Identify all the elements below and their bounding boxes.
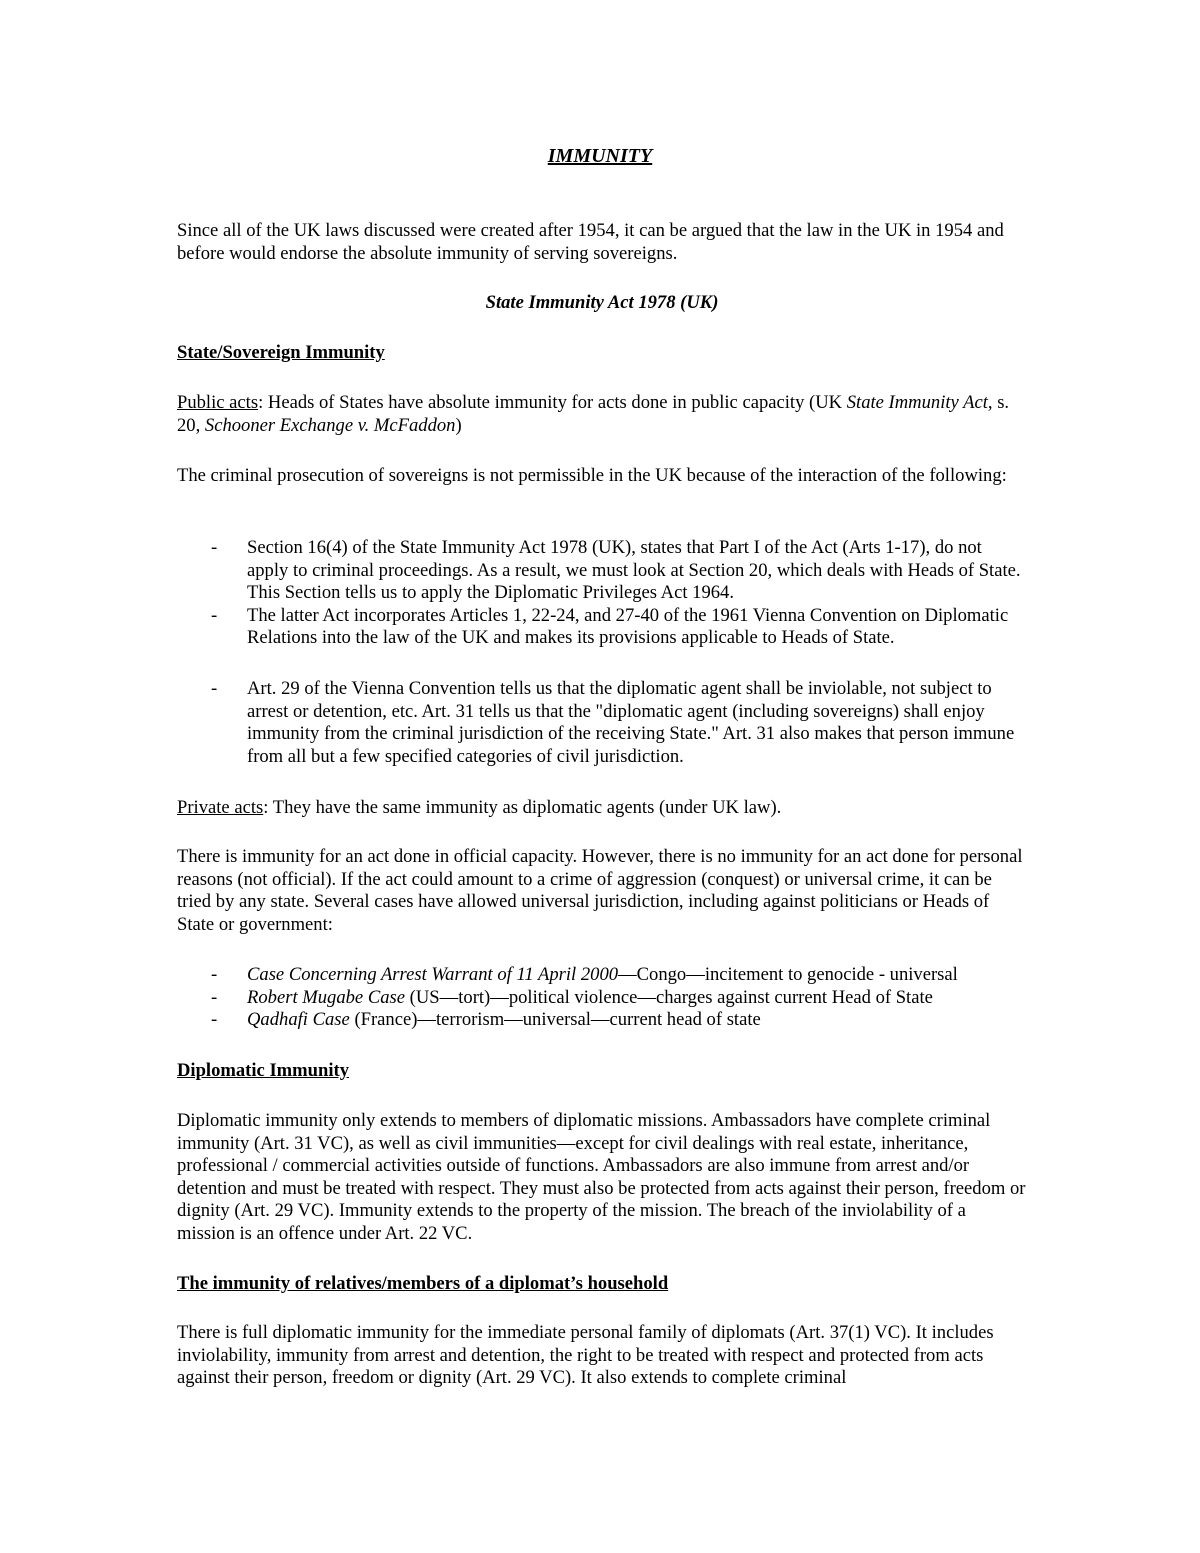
dash-bullet: -	[211, 678, 218, 699]
dash-bullet: -	[211, 537, 218, 558]
intro-paragraph	[177, 220, 1027, 265]
case-name: Qadhafi Case	[247, 1009, 350, 1031]
case-detail: —Congo—incitement to genocide - universal	[618, 964, 958, 985]
public-acts-body-1: : Heads of States have absolute immunity for acts done in public capacity (UK	[258, 392, 847, 413]
relatives-text: There is full diplomatic immunity for the immediate personal family of diplomats (Art. 37(1) VC). It includes inviolability, immunity from arrest and detention, the right to be treated with respect and protected from acts against their person, freedom or dignity (Art. 29 VC). It also extends to complete criminal	[177, 1322, 994, 1389]
dash-bullet: -	[211, 986, 218, 1008]
state-immunity-heading-block	[177, 342, 1027, 365]
list-item	[177, 1009, 1027, 1032]
citation-state-immunity-act: State Immunity Act	[846, 392, 988, 413]
document-title: IMMUNITY	[547, 145, 653, 167]
diplomatic-heading-block	[177, 1060, 1027, 1083]
case-name: Case Concerning Arrest Warrant of 11 April 2000	[247, 964, 619, 985]
section-heading-relatives: The immunity of relatives/members of a diplomat’s household	[177, 1273, 669, 1294]
list-item	[177, 678, 1027, 768]
private-acts-text	[177, 797, 1027, 820]
relatives-heading-block	[177, 1273, 1027, 1296]
official-capacity-text: There is immunity for an act done in official capacity. However, there is no immunity for an act done for personal reasons (not official). If the act could amount to a crime of aggression (conquest) or universal crime, it can be tried by any state. Several cases have allowed universal jurisdiction, including against politicians or Heads of State or government:	[177, 846, 1023, 935]
statute-bullets-1	[177, 537, 1027, 650]
list-item	[177, 987, 1027, 1010]
list-item-text: The latter Act incorporates Articles 1, 22-24, and 27-40 of the 1961 Vienna Convention on Diplomatic Relations into the law of the UK and makes its provisions applicable to Heads of State.	[247, 604, 1009, 649]
official-capacity-paragraph	[177, 846, 1027, 936]
criminal-prosecution-paragraph	[177, 465, 1027, 488]
diplomatic-paragraph	[177, 1110, 1027, 1246]
private-acts-body: : They have the same immunity as diplomatic agents (under UK law).	[263, 797, 782, 818]
case-name: Robert Mugabe Case	[247, 986, 406, 1008]
dash-list	[177, 678, 1027, 768]
dash-bullet: -	[211, 1009, 218, 1031]
private-acts-label: Private acts	[177, 797, 264, 818]
public-acts-body-3: )	[455, 414, 462, 436]
section-heading-state: State/Sovereign Immunity	[177, 342, 385, 363]
public-acts-body-2: , s. 20,	[177, 392, 1010, 436]
section-heading-diplomatic: Diplomatic Immunity	[177, 1060, 349, 1081]
public-acts-label: Public acts	[177, 392, 259, 413]
dash-bullet: -	[211, 964, 218, 985]
case-detail: (France)—terrorism—universal—current head of state	[349, 1009, 761, 1031]
citation-schooner-exchange: Schooner Exchange v. McFaddon	[204, 414, 456, 436]
relatives-paragraph	[177, 1322, 1027, 1390]
dash-list	[177, 537, 1027, 650]
private-acts-paragraph	[177, 797, 1027, 820]
list-item-text: Art. 29 of the Vienna Convention tells us that the diplomatic agent shall be inviolable, not subject to arrest or detention, etc. Art. 31 tells us that the "diplomatic agent (including sovereigns) shall enjoy immunity from the criminal jurisdiction of the receiving State." Art. 31 also makes that person immune from all but a few specified categories of civil jurisdiction.	[247, 678, 1015, 767]
dash-bullet: -	[211, 604, 218, 626]
criminal-prosecution-text: The criminal prosecution of sovereigns is not permissible in the UK because of the interaction of the following:	[177, 465, 1007, 486]
list-item	[177, 605, 1027, 650]
cases-list-block	[177, 964, 1027, 1032]
list-item-text: Section 16(4) of the State Immunity Act 1978 (UK), states that Part I of the Act (Arts 1-17), do not apply to criminal proceedings. As a result, we must look at Section 20, which deals with Heads of State. This Section tells us to apply the Diplomatic Privileges Act 1964.	[247, 537, 1021, 604]
act-heading: State Immunity Act 1978 (UK)	[485, 292, 719, 313]
dash-list	[177, 964, 1027, 1032]
public-acts-paragraph	[177, 392, 1027, 437]
list-item	[177, 964, 1027, 987]
diplomatic-text: Diplomatic immunity only extends to members of diplomatic missions. Ambassadors have complete criminal immunity (Art. 31 VC), as well as civil immunities—except for civil dealings with real estate, inheritance, professional / commercial activities outside of functions. Ambassadors are also immune from arrest and/or detention and must be treated with respect. They must also be protected from acts against their person, freedom or dignity (Art. 29 VC). Immunity extends to the property of the mission. The breach of the inviolability of a mission is an offence under Art. 22 VC.	[177, 1110, 1026, 1244]
statute-bullets-2	[177, 678, 1027, 768]
case-detail: (US—tort)—political violence—charges against current Head of State	[405, 986, 933, 1008]
list-item	[177, 537, 1027, 605]
public-acts-text	[177, 392, 1027, 437]
act-heading-block	[177, 292, 1027, 315]
intro-text: Since all of the UK laws discussed were created after 1954, it can be argued that the law in the UK in 1954 and before would endorse the absolute immunity of serving sovereigns.	[177, 220, 1004, 264]
